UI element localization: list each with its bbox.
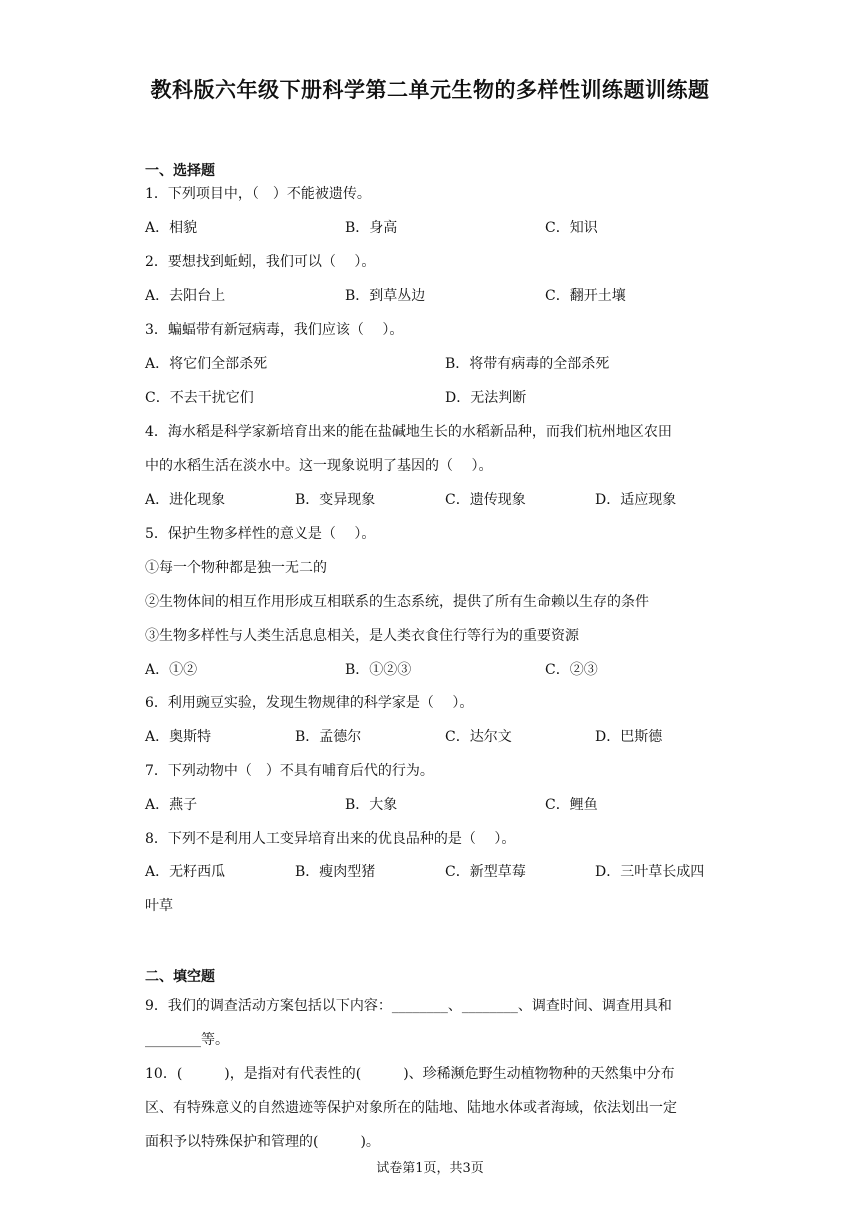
question-6-option-a: A．奥斯特 (145, 729, 212, 745)
question-3-option-b: B．将带有病毒的全部杀死 (445, 356, 610, 372)
question-4-option-a: A．进化现象 (145, 492, 226, 508)
question-1-option-a: A．相貌 (145, 220, 198, 236)
question-5-item-2: ②生物体间的相互作用形成互相联系的生态系统，提供了所有生命赖以生存的条件 (145, 594, 649, 610)
question-2: 2．要想找到蚯蚓，我们可以（ ）。 (145, 254, 376, 270)
question-4-option-b: B．变异现象 (295, 492, 376, 508)
section-heading-fill: 二、填空题 (145, 969, 215, 985)
question-5-item-1: ①每一个物种都是独一无二的 (145, 560, 327, 576)
question-6-option-d: D．巴斯德 (595, 729, 663, 745)
question-2-option-b: B．到草丛边 (345, 288, 426, 304)
question-8-option-d-continued: 叶草 (145, 898, 173, 914)
question-8-option-b: B．瘦肉型猪 (295, 864, 376, 880)
question-1: 1．下列项目中，（ ）不能被遗传。 (145, 186, 371, 202)
question-5-option-a: A．①② (145, 662, 198, 678)
question-10-line-3: 面积予以特殊保护和管理的( )。 (145, 1134, 380, 1150)
question-7-option-b: B．大象 (345, 797, 398, 813)
question-8: 8．下列不是利用人工变异培育出来的优良品种的是（ ）。 (145, 831, 516, 847)
question-10-line-2: 区、有特殊意义的自然遗迹等保护对象所在的陆地、陆地水体或者海域，依法划出一定 (145, 1100, 677, 1116)
question-5-item-3: ③生物多样性与人类生活息息相关，是人类衣食住行等行为的重要资源 (145, 628, 579, 644)
question-7-option-a: A．燕子 (145, 797, 198, 813)
question-4-line-1: 4．海水稻是科学家新培育出来的能在盐碱地生长的水稻新品种，而我们杭州地区农田 (145, 424, 672, 440)
question-3-option-a: A．将它们全部杀死 (145, 356, 268, 372)
question-2-option-c: C．翻开土壤 (545, 288, 626, 304)
question-9-line-1: 9．我们的调查活动方案包括以下内容：________、________、调查时间、调查用具和 (145, 998, 672, 1014)
page-title: 教科版六年级下册科学第二单元生物的多样性训练题训练题 (150, 78, 710, 102)
question-4-option-d: D．适应现象 (595, 492, 677, 508)
question-8-option-d: D．三叶草长成四 (595, 864, 705, 880)
question-3: 3．蝙蝠带有新冠病毒，我们应该（ ）。 (145, 322, 404, 338)
question-7-option-c: C．鲤鱼 (545, 797, 598, 813)
question-4-line-2: 中的水稻生活在淡水中。这一现象说明了基因的（ ）。 (145, 458, 493, 474)
question-7: 7．下列动物中（ ）不具有哺育后代的行为。 (145, 763, 434, 779)
question-2-option-a: A．去阳台上 (145, 288, 226, 304)
question-1-option-c: C．知识 (545, 220, 598, 236)
question-6-option-c: C．达尔文 (445, 729, 512, 745)
section-heading-choice: 一、选择题 (145, 163, 215, 179)
question-3-option-c: C．不去干扰它们 (145, 390, 254, 406)
question-5-option-c: C．②③ (545, 662, 598, 678)
question-6: 6．利用豌豆实验，发现生物规律的科学家是（ ）。 (145, 695, 474, 711)
question-10-line-1: 10．( )，是指对有代表性的( )、珍稀濒危野生动植物物种的天然集中分布 (145, 1066, 675, 1082)
question-5: 5．保护生物多样性的意义是（ ）。 (145, 526, 376, 542)
question-3-option-d: D．无法判断 (445, 390, 527, 406)
page-footer: 试卷第1页，共3页 (376, 1161, 484, 1176)
question-9-line-2: ________等。 (145, 1032, 229, 1048)
question-8-option-c: C．新型草莓 (445, 864, 526, 880)
question-6-option-b: B．孟德尔 (295, 729, 362, 745)
question-8-option-a: A．无籽西瓜 (145, 864, 226, 880)
question-5-option-b: B．①②③ (345, 662, 412, 678)
question-1-option-b: B．身高 (345, 220, 398, 236)
question-4-option-c: C．遗传现象 (445, 492, 526, 508)
